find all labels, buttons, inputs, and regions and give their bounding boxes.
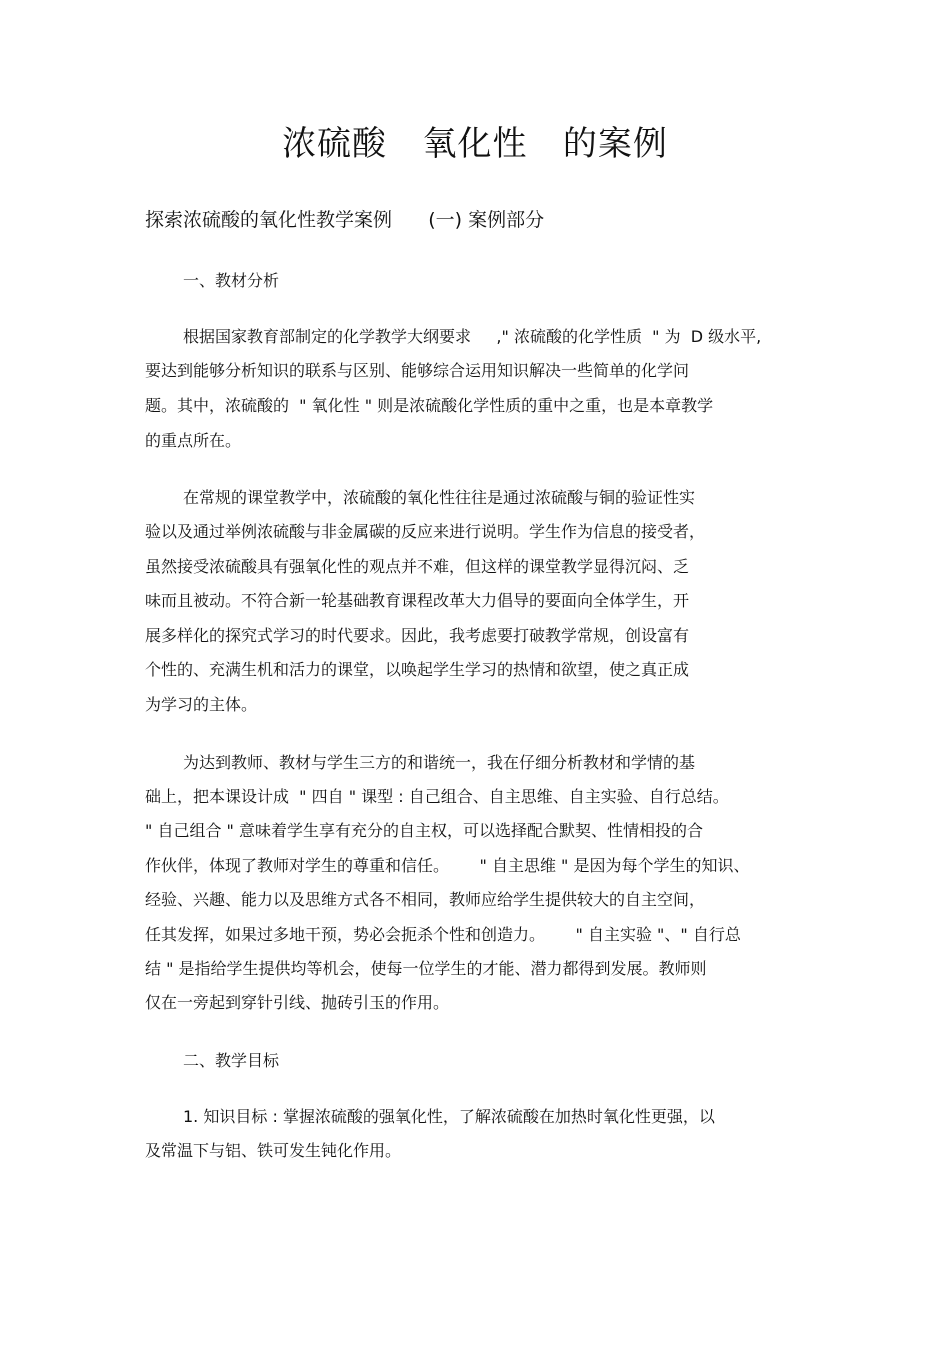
paragraph-line: 础上，把本课设计成 " 四自 " 课型 : 自己组合、自主思维、自主实验、自行总结。	[145, 787, 729, 806]
paragraph-line: 经验、兴趣、能力以及思维方式各不相同，教师应给学生提供较大的自主空间，	[145, 890, 706, 909]
paragraph-line: 展多样化的探究式学习的时代要求。因此，我考虑要打破教学常规，创设富有	[145, 626, 690, 645]
paragraph-line: 1. 知识目标 : 掌握浓硫酸的强氧化性，了解浓硫酸在加热时氧化性更强，以	[183, 1107, 715, 1126]
document-subtitle: 探索浓硫酸的氧化性教学案例 (一) 案例部分	[145, 209, 545, 231]
paragraph-line: 虽然接受浓硫酸具有强氧化性的观点并不难，但这样的课堂教学显得沉闷、乏	[145, 557, 690, 576]
paragraph-line: 味而且被动。不符合新一轮基础教育课程改革大力倡导的要面向全体学生，开	[145, 591, 690, 610]
paragraph-line: 及常温下与铝、铁可发生钝化作用。	[145, 1141, 402, 1160]
section-heading-teaching-goals: 二、教学目标	[183, 1051, 280, 1070]
paragraph-line: 为学习的主体。	[145, 695, 258, 714]
paragraph-line: 为达到教师、教材与学生三方的和谐统一，我在仔细分析教材和学情的基	[183, 753, 696, 772]
paragraph-line: " 自己组合 " 意味着学生享有充分的自主权，可以选择配合默契、性情相投的合	[145, 821, 703, 840]
paragraph-line: 任其发挥，如果过多地干预，势必会扼杀个性和创造力。 " 自主实验 "、" 自行总	[145, 925, 741, 944]
paragraph-line: 要达到能够分析知识的联系与区别、能够综合运用知识解决一些简单的化学问	[145, 361, 690, 380]
paragraph-line: 结 " 是指给学生提供均等机会，使每一位学生的才能、潜力都得到发展。教师则	[145, 959, 707, 978]
paragraph-line: 验以及通过举例浓硫酸与非金属碳的反应来进行说明。学生作为信息的接受者，	[145, 522, 706, 541]
paragraph-line: 在常规的课堂教学中，浓硫酸的氧化性往往是通过浓硫酸与铜的验证性实	[183, 488, 696, 507]
paragraph-line: 作伙伴，体现了教师对学生的尊重和信任。 " 自主思维 " 是因为每个学生的知识、	[145, 856, 750, 875]
paragraph-line: 根据国家教育部制定的化学教学大纲要求 ," 浓硫酸的化学性质 " 为 D 级水平,	[183, 327, 762, 346]
paragraph-line: 题。其中，浓硫酸的 " 氧化性 " 则是浓硫酸化学性质的重中之重，也是本章教学	[145, 396, 714, 415]
section-heading-textbook-analysis: 一、教材分析	[183, 271, 280, 290]
paragraph-line: 的重点所在。	[145, 431, 242, 450]
document-title: 浓硫酸 氧化性 的案例	[282, 124, 668, 164]
paragraph-line: 个性的、充满生机和活力的课堂，以唤起学生学习的热情和欲望，使之真正成	[145, 660, 690, 679]
paragraph-line: 仅在一旁起到穿针引线、抛砖引玉的作用。	[145, 993, 450, 1012]
